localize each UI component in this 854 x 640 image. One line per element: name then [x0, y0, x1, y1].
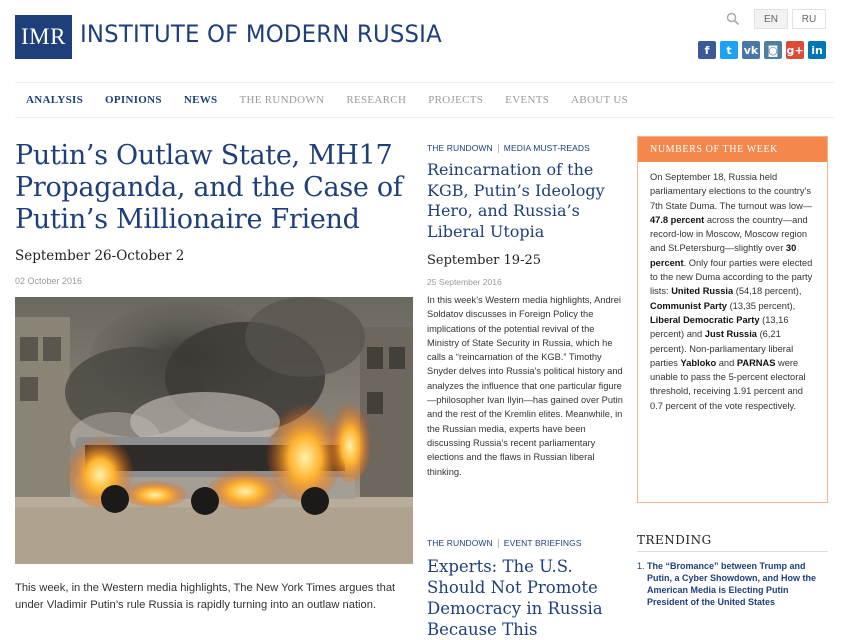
trending-divider — [637, 551, 828, 552]
main-article-excerpt: This week, in the Western media highlights, The New York Times argues that under Vladimir Putin’s rule Russia is rapidly turning into an outlaw nation. — [15, 582, 396, 611]
main-article-subtitle: September 26-October 2 — [15, 248, 185, 264]
article1-excerpt: In this week’s Western media highlights, Andrei Soldatov discusses in Foreign Policy the implications of the potential revival of the Ministry of State Security in Russia, which he calls a “reincarnation of the KGB.” Timothy Snyder delves into Russia’s political history and analyzes the influence that one particular figure—philosopher Ivan Ilyin—has gained over Putin and the rest of the Kremlin elites. Meanwhile, in the Russian media, experts have been discussing Russia’s recent parliamentary elections and the flaws in Russian liberal thinking. — [427, 295, 623, 477]
nav-item-events[interactable]: EVENTS — [505, 94, 550, 106]
nav-item-the-rundown[interactable]: THE RUNDOWN — [239, 94, 325, 106]
article1-title[interactable]: Reincarnation of the KGB, Putin’s Ideology Hero, and Russia’s Liberal Utopia — [427, 160, 605, 241]
instagram-icon[interactable]: ◙ — [764, 41, 782, 59]
nav-item-opinions[interactable]: OPINIONS — [105, 94, 162, 106]
nav-item-about-us[interactable]: ABOUT US — [571, 94, 629, 106]
main-article-title[interactable]: Putin’s Outlaw State, MH17 Propaganda, and the Case of Putin’s Millionaire Friend — [15, 140, 403, 235]
site-title[interactable]: INSTITUTE OF MODERN RUSSIA — [80, 20, 442, 48]
numbers-of-the-week-header: NUMBERS OF THE WEEK — [638, 137, 827, 162]
article1-subtitle: September 19-25 — [427, 253, 542, 268]
nav-item-projects[interactable]: PROJECTS — [428, 94, 484, 106]
burning-bus-photo[interactable] — [15, 297, 413, 564]
nav-item-news[interactable]: NEWS — [183, 94, 218, 106]
article1-date: 25 September 2016 — [427, 277, 502, 287]
linkedin-icon[interactable]: in — [808, 41, 826, 59]
nav-divider-top — [15, 82, 834, 83]
article2-title[interactable]: Experts: The U.S. Should Not Promote Democracy in Russia Because This — [427, 557, 603, 639]
google-plus-icon[interactable]: g+ — [786, 41, 804, 59]
article2-tags — [427, 538, 582, 548]
language-ru-button[interactable]: RU — [792, 9, 826, 29]
trending-item-number: 1. — [637, 561, 645, 571]
main-nav — [26, 94, 650, 106]
facebook-icon[interactable]: f — [698, 41, 716, 59]
language-en-button[interactable]: EN — [754, 9, 788, 29]
nav-item-analysis[interactable]: ANALYSIS — [26, 94, 84, 106]
numbers-of-the-week-box — [637, 136, 828, 503]
trending-list — [637, 560, 829, 608]
trending-heading: TRENDING — [637, 533, 712, 547]
main-article-date: 02 October 2016 — [15, 276, 83, 286]
twitter-icon[interactable]: t — [720, 41, 738, 59]
imr-logo[interactable]: IMR — [15, 15, 72, 59]
numbers-of-the-week-text: On September 18, Russia held parliamentary elections to the country’s 7th State Duma. The turnout was low—47.8 percent across the country—and record-low in Moscow, Moscow region and St.Petersburg—slightly over 30 percent. Only four parties were elected to the new Duma according to the party lists: United Russia (54,18 percent), Communist Party (13,35 percent), Liberal Democratic Party (13,16 percent) and Just Russia (6,21 percent). Non-parliamentary liberal parties Yabloko and PARNAS were unable to pass the 5-percent electoral threshold, receiving 1.91 percent and 0.7 percent of the vote respectively. — [650, 172, 813, 411]
search-icon[interactable] — [726, 12, 740, 26]
tag-media-must-reads[interactable]: MEDIA MUST-READS — [503, 143, 590, 153]
trending-item-link[interactable]: The “Bromance” between Trump and Putin, a Cyber Showdown, and How the American Media is Electing Putin President of the United States — [647, 561, 817, 607]
nav-divider-bottom — [15, 117, 834, 118]
article1-tags — [427, 143, 590, 153]
tag-the-rundown-2[interactable]: THE RUNDOWN — [427, 538, 493, 548]
vk-icon[interactable]: vk — [742, 41, 760, 59]
nav-item-research[interactable]: RESEARCH — [346, 94, 407, 106]
trending-item[interactable] — [637, 560, 829, 608]
tag-the-rundown[interactable]: THE RUNDOWN — [427, 143, 493, 153]
tag-event-briefings[interactable]: EVENT BRIEFINGS — [503, 538, 582, 548]
